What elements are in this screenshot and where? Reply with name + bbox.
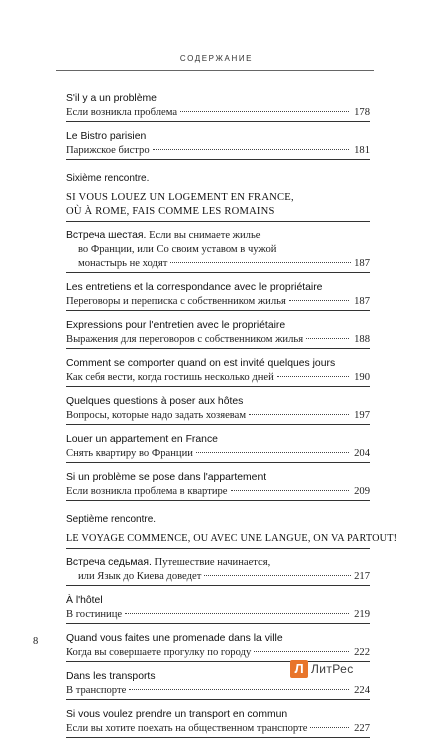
toc-entry-russian-row <box>66 106 370 120</box>
toc-entry-russian-row <box>66 684 370 698</box>
toc-entry <box>66 92 370 122</box>
dot-leader <box>180 111 349 112</box>
toc-entry-russian-row <box>66 333 370 347</box>
toc-entry-russian-row <box>66 371 370 385</box>
litres-watermark: ЛитРес <box>311 662 354 676</box>
toc-entry-french: Les entretiens et la correspondance avec le propriétaire <box>66 282 323 293</box>
entry-divider <box>66 310 370 311</box>
entry-divider <box>66 424 370 425</box>
section-title-line: OÙ À ROME, FAIS COMME LES ROMAINS <box>66 206 275 217</box>
entry-divider <box>66 585 370 586</box>
toc-entry <box>66 632 370 662</box>
toc-entry-russian: Когда вы совершаете прогулку по городу <box>66 647 252 658</box>
toc-entry <box>66 433 370 463</box>
toc-entry-french: Dans les transports <box>66 671 156 682</box>
toc-entry-russian: В гостинице <box>66 609 123 620</box>
toc-page-number: 217 <box>354 571 370 582</box>
table-of-contents <box>66 92 398 746</box>
intro-last-line <box>66 570 370 584</box>
section-title-divider <box>66 221 370 222</box>
toc-entry-russian-row <box>66 295 370 309</box>
toc-entry-russian-row <box>66 646 370 660</box>
toc-entry <box>66 130 370 160</box>
intro-text: Путешествие начинается, <box>151 557 271 568</box>
intro-last-line <box>66 257 370 271</box>
toc-page-number: 222 <box>354 647 370 658</box>
dot-leader <box>249 414 349 415</box>
toc-entry-french: Le Bistro parisien <box>66 131 147 142</box>
toc-entry <box>66 471 370 501</box>
header-divider <box>56 70 374 71</box>
toc-entry-russian: Если вы хотите поехать на общественном транспорте <box>66 723 308 734</box>
entry-divider <box>66 500 370 501</box>
toc-page-number: 209 <box>354 486 370 497</box>
entry-divider <box>66 623 370 624</box>
toc-page-number: 224 <box>354 685 370 696</box>
toc-entry-russian: Вопросы, которые надо задать хозяевам <box>66 410 247 421</box>
toc-entry-french: Quand vous faites une promenade dans la ville <box>66 633 283 644</box>
toc-page-number: 219 <box>354 609 370 620</box>
section-label: Septième rencontre. <box>66 514 157 525</box>
toc-entry-russian-row <box>66 485 370 499</box>
entry-divider <box>66 272 370 273</box>
toc-entry-french: Comment se comporter quand on est invité quelques jours <box>66 358 336 369</box>
toc-entry-french: Louer un appartement en France <box>66 434 218 445</box>
toc-entry-russian: Если возникла проблема в квартире <box>66 486 228 497</box>
toc-entry-russian: Переговоры и переписка с собственником жилья <box>66 296 286 307</box>
dot-leader <box>231 490 350 491</box>
section-title-divider <box>66 548 370 549</box>
toc-page-number: 227 <box>354 723 370 734</box>
toc-entry-russian: В транспорте <box>66 685 127 696</box>
dot-leader <box>306 338 349 339</box>
dot-leader <box>204 575 351 576</box>
toc-page-number: 187 <box>354 296 370 307</box>
entry-divider <box>66 159 370 160</box>
section-intro-entry <box>66 229 370 273</box>
running-head: СОДЕРЖАНИЕ <box>179 54 254 63</box>
toc-entry-russian-row <box>66 144 370 158</box>
toc-page-number: 204 <box>354 448 370 459</box>
dot-leader <box>153 149 349 150</box>
section-title <box>66 191 370 219</box>
toc-entry <box>66 319 370 349</box>
toc-page-number: 197 <box>354 410 370 421</box>
toc-entry-french: Si un problème se pose dans l'appartement <box>66 472 267 483</box>
toc-entry-russian-row <box>66 447 370 461</box>
intro-lead: Встреча седьмая. <box>66 557 152 568</box>
toc-page-number: 188 <box>354 334 370 345</box>
toc-entry-french: S'il y a un problème <box>66 93 157 104</box>
intro-lead: Встреча шестая. <box>66 230 147 241</box>
toc-entry-french: Si vous voulez prendre un transport en commun <box>66 709 288 720</box>
toc-page-number: 181 <box>354 145 370 156</box>
toc-entry-russian: Парижское бистро <box>66 145 150 156</box>
toc-entry-russian-row <box>66 608 370 622</box>
toc-entry-russian-row <box>66 409 370 423</box>
litres-logo-icon: Л <box>290 660 308 678</box>
toc-entry-russian: Снять квартиру во Франции <box>66 448 193 459</box>
toc-entry-russian: Как себя вести, когда гостишь несколько дней <box>66 372 274 383</box>
toc-entry <box>66 281 370 311</box>
entry-divider <box>66 121 370 122</box>
toc-entry <box>66 395 370 425</box>
dot-leader <box>125 613 349 614</box>
section-title: LE VOYAGE COMMENCE, OU AVEC UNE LANGUE, ON VA PARTOUT! <box>66 533 398 544</box>
section-title-line: SI VOUS LOUEZ UN LOGEMENT EN FRANCE, <box>66 192 294 203</box>
intro-text: или Язык до Киева доведет <box>78 571 202 582</box>
page-number: 8 <box>33 636 39 647</box>
toc-page-number: 190 <box>354 372 370 383</box>
section-intro-entry <box>66 556 370 586</box>
toc-entry-russian: Выражения для переговоров с собственником жилья <box>66 334 304 345</box>
section-label: Sixième rencontre. <box>66 173 150 184</box>
toc-entry-french: À l'hôtel <box>66 595 103 606</box>
entry-divider <box>66 386 370 387</box>
dot-leader <box>277 376 349 377</box>
toc-entry <box>66 594 370 624</box>
dot-leader <box>310 727 349 728</box>
dot-leader <box>129 689 349 690</box>
toc-page-number: 178 <box>354 107 370 118</box>
dot-leader <box>170 262 351 263</box>
intro-text: Если вы снимаете жилье <box>146 230 261 241</box>
toc-entry <box>66 708 370 738</box>
intro-continuation: во Франции, или Со своим уставом в чужой <box>78 244 277 255</box>
dot-leader <box>289 300 349 301</box>
toc-entry-french: Expressions pour l'entretien avec le propriétaire <box>66 320 286 331</box>
dot-leader <box>254 651 349 652</box>
toc-entry-russian-row <box>66 722 370 736</box>
intro-text: монастырь не ходят <box>78 258 168 269</box>
dot-leader <box>196 452 349 453</box>
toc-entry <box>66 357 370 387</box>
toc-entry-russian: Если возникла проблема <box>66 107 178 118</box>
entry-divider <box>66 737 370 738</box>
entry-divider <box>66 348 370 349</box>
toc-entry-french: Quelques questions à poser aux hôtes <box>66 396 244 407</box>
entry-divider <box>66 462 370 463</box>
toc-page-number: 187 <box>354 258 370 269</box>
